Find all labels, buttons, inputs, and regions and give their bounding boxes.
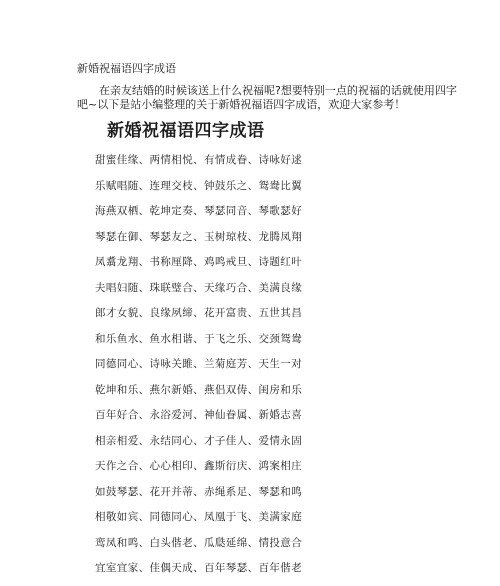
idiom-line: 乾坤和乐、燕尔新婚、燕侣双俦、闺房和乐 (95, 383, 303, 396)
intro-line: 吧~以下是站小编整理的关于新婚祝福语四字成语，欢迎大家参考！ (77, 98, 406, 111)
idiom-line: 甜蜜佳缘、两情相悦、有情成眷、诗咏好逑 (95, 154, 303, 166)
idiom-line: 凤翥龙翔、书称厘降、鸡鸣戒旦、诗题红叶 (95, 256, 303, 268)
idiom-line: 百年好合、永浴爱河、神仙眷属、新婚志喜 (95, 409, 303, 421)
idiom-line: 同德同心、诗咏关雎、兰菊庭芳、天生一对 (95, 358, 303, 370)
idiom-line: 和乐鱼水、鱼水相谐、于飞之乐、交颈鸳鸯 (95, 332, 303, 345)
idiom-line: 夫唱妇随、珠联璧合、天缘巧合、美满良缘 (95, 281, 303, 294)
idiom-line: 如鼓琴瑟、花开并蒂、赤绳系足、琴瑟和鸣 (95, 485, 303, 498)
idiom-line: 鸾凤和鸣、白头偕老、瓜瓞延绵、情投意合 (95, 536, 303, 549)
idiom-line: 海燕双栖、乾坤定奏、琴瑟同音、琴歌瑟好 (95, 205, 303, 217)
document-title: 新婚祝福语四字成语 (77, 62, 176, 75)
intro-paragraph (77, 84, 457, 112)
intro-line: 在亲友结婚的时候该送上什么祝福呢?想要特别一点的祝福的话就使用四字 (99, 84, 457, 97)
idiom-line: 琴瑟在御、琴瑟友之、玉树琼枝、龙腾凤翔 (95, 230, 303, 243)
idiom-line: 天作之合、心心相印、鑫斯衍庆、鸿案相庄 (95, 460, 303, 472)
idiom-line: 相敬如宾、同德同心、凤凰于飞、美满家庭 (95, 511, 303, 523)
idiom-line: 郎才女貌、良缘夙缔、花开富贵、五世其昌 (95, 307, 303, 319)
idiom-line: 宜室宜家、佳偶天成、百年琴瑟、百年偕老 (95, 562, 303, 574)
section-heading: 新婚祝福语四字成语 (107, 121, 265, 141)
idiom-line: 乐赋唱随、连理交枝、钟鼓乐之、鸳鸯比翼 (95, 179, 303, 192)
idiom-list (95, 152, 302, 586)
idiom-line: 相亲相爱、永结同心、才子佳人、爱情永固 (95, 434, 303, 447)
